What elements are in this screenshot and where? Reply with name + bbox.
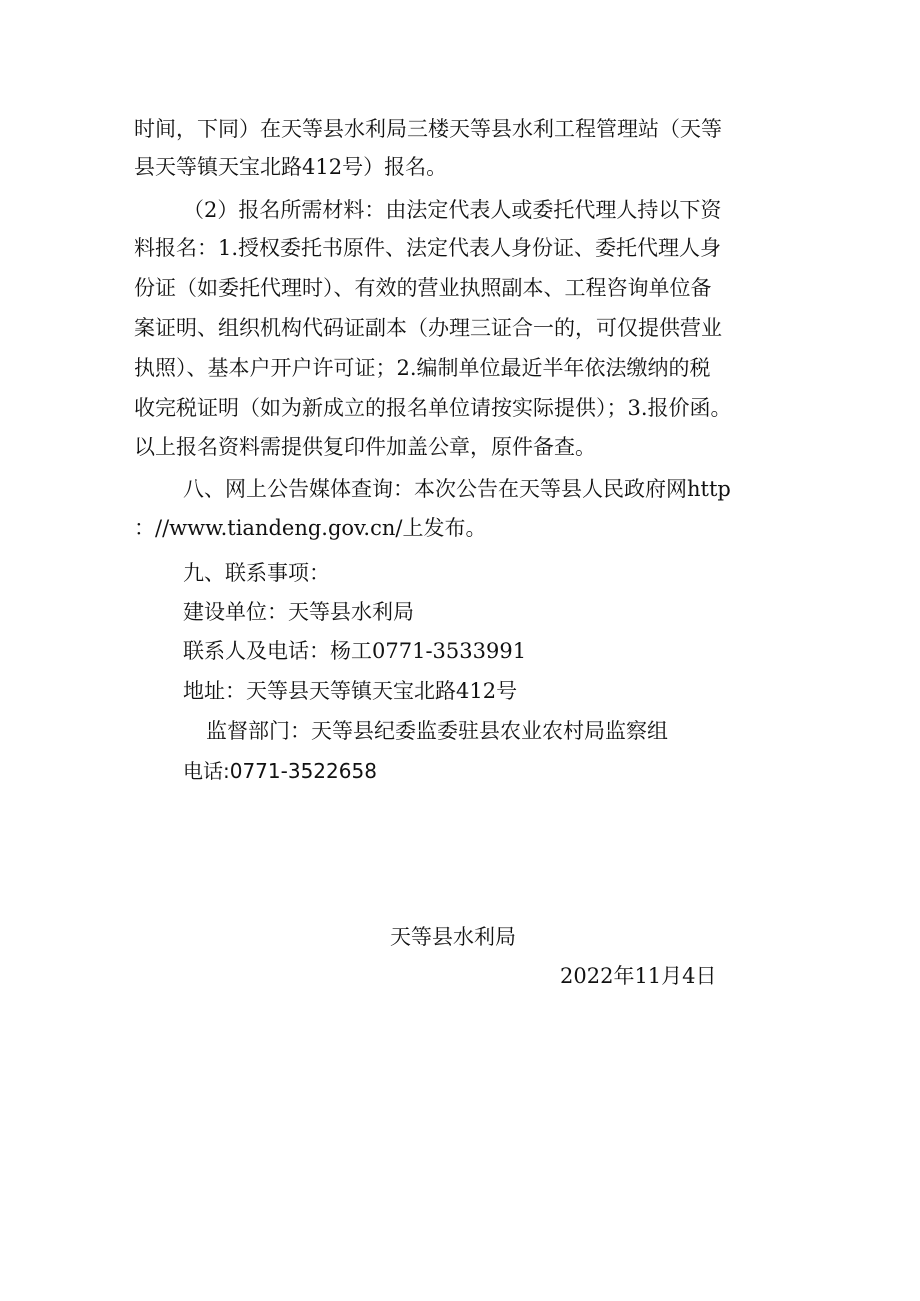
body-line-4: 料报名：1.授权委托书原件、法定代表人身份证、委托代理人身 <box>134 236 722 260</box>
body-line-11: ：//www.tiandeng.gov.cn/上发布。 <box>134 516 487 540</box>
signature-organization: 天等县水利局 <box>390 925 516 949</box>
body-line-9: 以上报名资料需提供复印件加盖公章，原件备查。 <box>134 435 596 459</box>
contact-supervision-phone: 电话:0771-3522658 <box>183 759 377 783</box>
body-line-7: 执照）、基本户开户许可证；2.编制单位最近半年依法缴纳的税 <box>134 356 711 380</box>
signature-date: 2022年11月4日 <box>560 964 717 988</box>
contact-unit: 建设单位：天等县水利局 <box>183 600 414 624</box>
contact-address: 地址：天等县天等镇天宝北路412号 <box>183 679 518 703</box>
contact-heading: 九、联系事项： <box>183 561 330 585</box>
body-line-8: 收完税证明（如为新成立的报名单位请按实际提供）；3.报价函。 <box>134 396 732 420</box>
contact-person-phone: 联系人及电话：杨工0771-3533991 <box>183 639 527 663</box>
body-line-10: 八、网上公告媒体查询：本次公告在天等县人民政府网http <box>183 477 731 501</box>
body-line-1: 时间，下同）在天等县水利局三楼天等县水利工程管理站（天等 <box>134 117 722 141</box>
body-line-3: （2）报名所需材料：由法定代表人或委托代理人持以下资 <box>183 198 722 222</box>
body-line-2: 县天等镇天宝北路412号）报名。 <box>134 155 448 179</box>
body-line-5: 份证（如委托代理时）、有效的营业执照副本、工程咨询单位备 <box>134 276 712 300</box>
body-line-6: 案证明、组织机构代码证副本（办理三证合一的，可仅提供营业 <box>134 316 722 340</box>
contact-supervision: 监督部门：天等县纪委监委驻县农业农村局监察组 <box>206 719 668 743</box>
